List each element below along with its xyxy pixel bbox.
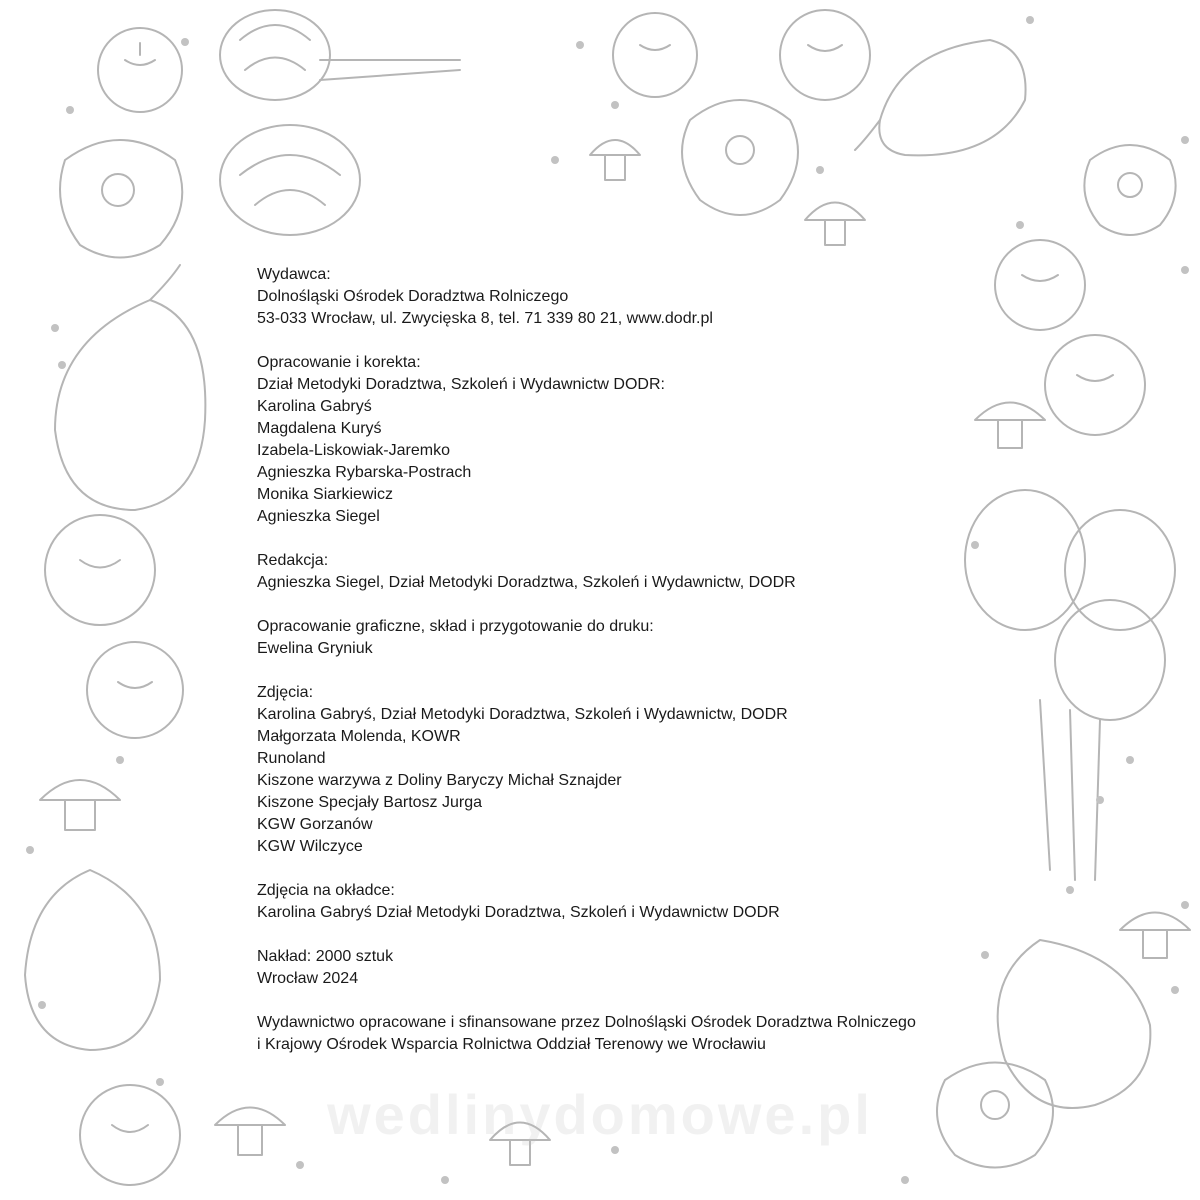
print-run-block: [257, 946, 1017, 990]
text-line: Karolina Gabryś Dział Metodyki Doradztwa, Szkoleń i Wydawnictw DODR: [257, 904, 780, 921]
redaction-block: [257, 550, 1017, 594]
text-line: KGW Gorzanów: [257, 816, 373, 833]
text-line: Nakład: 2000 sztuk: [257, 948, 394, 965]
text-line: Agnieszka Rybarska-Postrach: [257, 464, 472, 481]
text-line: Agnieszka Siegel: [257, 508, 380, 525]
graphic-design-block: [257, 616, 1017, 660]
eggplant-icon: [55, 265, 205, 510]
tomato-icon: [87, 642, 183, 738]
text-line: Karolina Gabryś: [257, 398, 372, 415]
text-line: KGW Wilczyce: [257, 838, 363, 855]
text-line: Dział Metodyki Doradztwa, Szkoleń i Wydawnictw DODR:: [257, 376, 665, 393]
text-line: Kiszone Specjały Bartosz Jurga: [257, 794, 482, 811]
tomato-icon: [1045, 335, 1145, 435]
text-line: Wrocław 2024: [257, 970, 359, 987]
publisher-block: [257, 264, 1017, 330]
text-line: Wydawnictwo opracowane i sfinansowane przez Dolnośląski Ośrodek Doradztwa Rolniczego: [257, 1014, 916, 1031]
eggplant-icon: [855, 40, 1026, 155]
mushroom-icon: [40, 780, 120, 830]
photos-block: [257, 682, 1017, 858]
eggplant-icon: [25, 870, 160, 1050]
text-line: Magdalena Kuryś: [257, 420, 382, 437]
tomato-icon: [98, 28, 182, 112]
text-line: Małgorzata Molenda, KOWR: [257, 728, 461, 745]
text-line: 53-033 Wrocław, ul. Zwycięska 8, tel. 71 339 80 21, www.dodr.pl: [257, 310, 713, 327]
tomato-icon: [45, 515, 155, 625]
text-line: Opracowanie graficzne, skład i przygotowanie do druku:: [257, 618, 654, 635]
text-line: i Krajowy Ośrodek Wsparcia Rolnictwa Oddział Terenowy we Wrocławiu: [257, 1036, 766, 1053]
text-line: Zdjęcia na okładce:: [257, 882, 395, 899]
text-line: Monika Siarkiewicz: [257, 486, 394, 503]
editing-block: [257, 352, 1017, 528]
text-line: Agnieszka Siegel, Dział Metodyki Doradztwa, Szkoleń i Wydawnictw, DODR: [257, 574, 796, 591]
text-line: Karolina Gabryś, Dział Metodyki Doradztwa, Szkoleń i Wydawnictw, DODR: [257, 706, 788, 723]
text-line: Kiszone warzywa z Doliny Baryczy Michał Sznajder: [257, 772, 622, 789]
tomato-icon: [613, 13, 697, 97]
text-line: Redakcja:: [257, 552, 329, 569]
cover-photos-block: [257, 880, 1017, 924]
funding-block: [257, 1012, 1017, 1056]
text-line: Opracowanie i korekta:: [257, 354, 421, 371]
artichoke-icon: [220, 10, 460, 235]
pepper-icon: [1084, 145, 1175, 235]
text-line: Wydawca:: [257, 266, 331, 283]
pepper-icon: [60, 140, 182, 258]
text-line: Zdjęcia:: [257, 684, 314, 701]
pepper-icon: [682, 100, 798, 215]
text-line: Ewelina Gryniuk: [257, 640, 373, 657]
text-line: Runoland: [257, 750, 326, 767]
text-line: Izabela-Liskowiak-Jaremko: [257, 442, 450, 459]
watermark: wedlinydomowe.pl: [327, 1083, 873, 1146]
imprint-content: [257, 264, 1017, 1078]
text-line: Dolnośląski Ośrodek Doradztwa Rolniczego: [257, 288, 569, 305]
tomato-icon: [780, 10, 870, 100]
